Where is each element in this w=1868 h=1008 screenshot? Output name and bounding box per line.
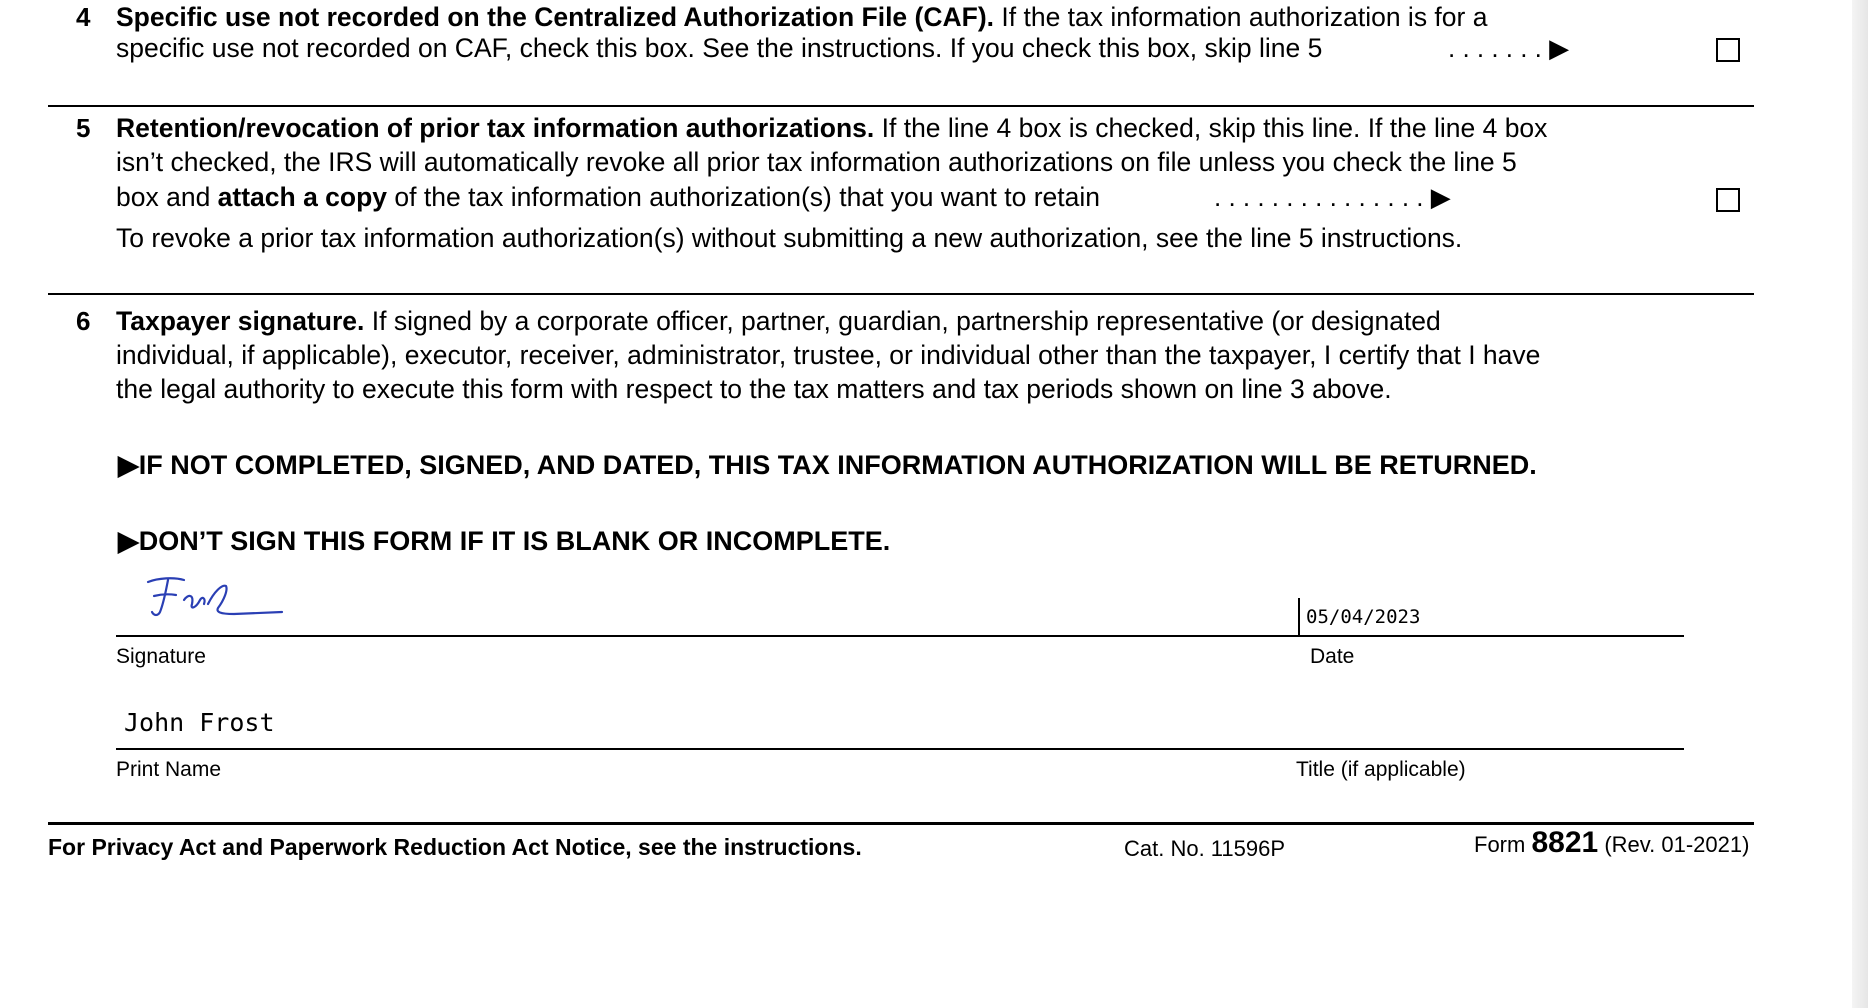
line-6-text-3: the legal authority to execute this form with respect to the tax matters and tax periods shown on line 3 above. (116, 374, 1392, 404)
line-5-text-2: isn’t checked, the IRS will automatically revoke all prior tax information authorizations on file unless you check the line 5 (116, 147, 1517, 177)
line-5-text-1 (116, 113, 1547, 144)
signature-label: Signature (116, 645, 206, 668)
line-6-heading: Taxpayer signature. (116, 306, 365, 336)
form-id (1474, 826, 1749, 860)
warning-returned: ▶IF NOT COMPLETED, SIGNED, AND DATED, THIS TAX INFORMATION AUTHORIZATION WILL BE RETURNED. (118, 450, 1537, 480)
form-revision: (Rev. 01-2021) (1598, 832, 1750, 857)
line-5-heading: Retention/revocation of prior tax information authorizations. (116, 113, 875, 143)
form-prefix: Form (1474, 832, 1532, 857)
line-4-text-1-rest: If the tax information authorization is for a (994, 2, 1488, 32)
privacy-notice: For Privacy Act and Paperwork Reduction Act Notice, see the instructions. (48, 834, 862, 860)
date-label: Date (1310, 645, 1355, 668)
line-4-heading: Specific use not recorded on the Centralized Authorization File (CAF). (116, 2, 995, 32)
form-number: 8821 (1531, 826, 1599, 859)
date-value[interactable]: 05/04/2023 (1306, 606, 1421, 628)
line-6-text-1-rest: If signed by a corporate officer, partner, guardian, partnership representative (or designated (364, 306, 1441, 336)
line-4-checkbox[interactable] (1716, 38, 1740, 62)
line-5-attach-copy: attach a copy (217, 182, 388, 212)
footer-rule (48, 822, 1754, 825)
signature-line (116, 635, 1684, 637)
line-5-text-1-rest: If the line 4 box is checked, skip this line. If the line 4 box (874, 113, 1548, 143)
line-5-text-3c: of the tax information authorization(s) that you want to retain (387, 182, 1100, 212)
cat-number: Cat. No. 11596P (1124, 836, 1286, 861)
line-6-text-1 (116, 306, 1441, 337)
print-name-line (116, 748, 1684, 750)
line-6-text-2: individual, if applicable), executor, receiver, administrator, trustee, or individual other than the taxpayer, I certify that I have (116, 340, 1541, 370)
line-5-note: To revoke a prior tax information authorization(s) without submitting a new authorization, see the line 5 instructions. (116, 223, 1463, 253)
page-edge-shadow (1852, 0, 1868, 1008)
line-5-checkbox[interactable] (1716, 188, 1740, 212)
title-label: Title (if applicable) (1296, 758, 1466, 781)
handwritten-signature (144, 574, 284, 626)
line-4-text-1 (116, 2, 1487, 33)
line-4-text-2: specific use not recorded on CAF, check this box. See the instructions. If you check this box, skip line 5 (116, 33, 1323, 63)
print-name-value[interactable]: John Frost (124, 708, 275, 737)
section-divider-5-6 (48, 293, 1754, 295)
date-field-divider (1298, 598, 1300, 636)
line-5-leader-dots: . . . . . . . . . . . . . . . ▶ (1214, 182, 1451, 212)
line-5-text-3a: box and (116, 182, 218, 212)
line-5-text-3 (116, 182, 1100, 213)
line-4-number: 4 (76, 2, 91, 32)
section-divider-4-5 (48, 105, 1754, 107)
line-4-leader-dots: . . . . . . . ▶ (1448, 33, 1570, 63)
print-name-label: Print Name (116, 758, 222, 781)
warning-dont-sign-blank: ▶DON’T SIGN THIS FORM IF IT IS BLANK OR INCOMPLETE. (118, 526, 891, 556)
line-6-number: 6 (76, 306, 91, 336)
line-5-number: 5 (76, 113, 91, 143)
